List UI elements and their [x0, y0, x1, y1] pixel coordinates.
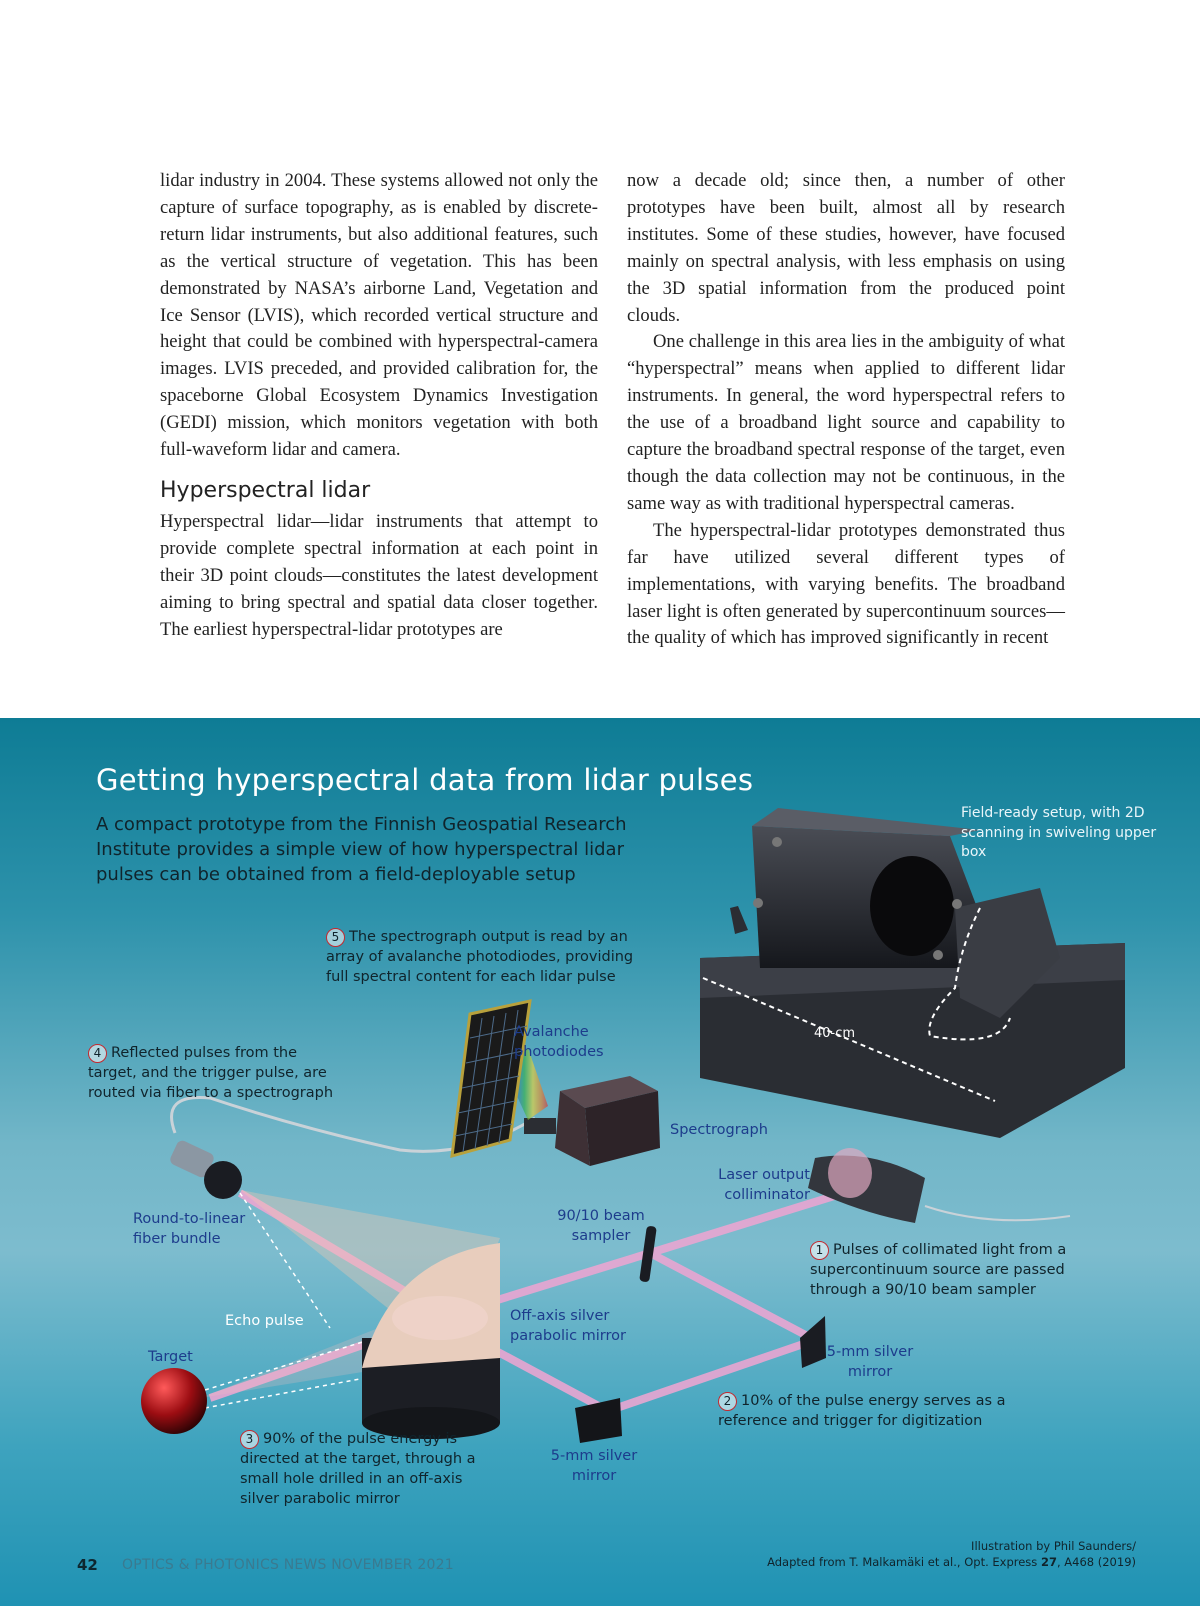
article-paragraph: Hyperspectral lidar—lidar instruments that attempt to provide complete spectral information at each point in their 3D point clouds—constitutes the latest development aiming to bring spectral and spatial data closer together. The earliest hyperspectral-lidar prototypes are — [160, 510, 598, 640]
small-mirror-icon — [800, 1316, 826, 1368]
collimator-icon — [808, 1148, 1070, 1223]
article-column-left — [160, 168, 598, 643]
label-laser-output: Laser output colliminator — [718, 1167, 810, 1203]
article-paragraph: The hyperspectral-lidar prototypes demonstrated thus far have utilized several different types of implementations, with varying benefits. The broadband laser light is often generated by supercontinuum sources—the quality of which has improved significantly in recent — [627, 519, 1065, 649]
fiber-bundle-icon — [168, 1139, 242, 1199]
figure-title: Getting hyperspectral data from lidar pulses — [96, 763, 754, 797]
section-heading: Hyperspectral lidar — [160, 477, 371, 503]
small-mirror-icon — [575, 1398, 622, 1443]
label-fiber-bundle: Round-to-linear fiber bundle — [133, 1211, 246, 1247]
dimension-label: 40-cm — [814, 1026, 856, 1041]
page-number: 42 — [77, 1556, 98, 1574]
illustration-credit — [767, 1538, 1136, 1570]
label-silver-mirror-bottom: 5-mm silver mirror — [550, 1448, 638, 1484]
article-column-right — [627, 168, 1065, 652]
article-paragraph: One challenge in this area lies in the ambiguity of what “hyperspectral” means when applied to different lidar instruments. In general, the word hyperspectral refers to the use of a broadband light source and capability to capture the broadband spectral response of the target, even though the data collection may not be continuous, in the same way as with traditional hyperspectral cameras. — [627, 331, 1065, 514]
label-target: Target — [148, 1349, 193, 1365]
step-number-badge: 5 — [326, 928, 345, 947]
credit-volume: 27 — [1040, 1555, 1057, 1569]
step-4-note — [88, 1043, 348, 1103]
step-text: Pulses of collimated light from a supercontinuum source are passed through a 90/10 beam sampler — [810, 1242, 1067, 1298]
step-text: Reflected pulses from the target, and the trigger pulse, are routed via fiber to a spectrograph — [88, 1045, 334, 1101]
magazine-footer: OPTICS & PHOTONICS NEWS NOVEMBER 2021 — [122, 1557, 454, 1573]
step-3-note — [240, 1429, 490, 1509]
credit-citation: Adapted from T. Malkamäki et al., Opt. Express — [767, 1555, 1041, 1569]
step-number-badge: 2 — [718, 1392, 737, 1411]
step-text: The spectrograph output is read by an array of avalanche photodiodes, providing full spectral content for each lidar pulse — [326, 929, 634, 985]
label-echo-pulse: Echo pulse — [225, 1313, 304, 1329]
article-paragraph: lidar industry in 2004. These systems allowed not only the capture of surface topography, as is enabled by discrete-return lidar instruments, but also additional features, such as the vertical structure of vegetation. This has been demonstrated by NASA’s airborne Land, Vegetation and Ice Sensor (LVIS), which recorded vertical structure and height that could be combined with hyperspectral-camera images. LVIS preceded, and provided calibration for, the spaceborne Global Ecosystem Dynamics Investigation (GEDI) mission, which monitors vegetation with both full-waveform lidar and camera. — [160, 170, 598, 461]
credit-line — [767, 1554, 1136, 1570]
field-note: Field-ready setup, with 2D scanning in swiveling upper box — [961, 805, 1157, 860]
figure-subtitle: A compact prototype from the Finnish Geospatial Research Institute provides a simple view of how hyperspectral lidar pulses can be obtained from a field-deployable setup — [96, 814, 627, 885]
step-1-note — [810, 1240, 1080, 1300]
label-silver-mirror-right: 5-mm silver mirror — [826, 1344, 914, 1380]
figure-panel — [0, 718, 1200, 1606]
step-text: 10% of the pulse energy serves as a reference and trigger for digitization — [718, 1393, 1006, 1429]
credit-pages: , A468 (2019) — [1056, 1555, 1136, 1569]
label-spectrograph: Spectrograph — [670, 1122, 768, 1138]
step-text: 90% of the pulse energy is directed at the target, through a small hole drilled in an off-axis silver parabolic mirror — [240, 1431, 476, 1507]
step-2-note — [718, 1391, 1018, 1431]
step-number-badge: 4 — [88, 1044, 107, 1063]
step-5-note — [326, 927, 656, 987]
label-beam-sampler: 90/10 beam sampler — [557, 1208, 645, 1244]
target-icon — [141, 1368, 207, 1434]
step-number-badge: 3 — [240, 1430, 259, 1449]
spectrograph-icon — [505, 1048, 660, 1166]
label-parabolic-mirror: Off-axis silver parabolic mirror — [510, 1308, 626, 1344]
credit-line: Illustration by Phil Saunders/ — [971, 1539, 1136, 1553]
label-avalanche-photodiodes: Avalanche photodiodes — [514, 1024, 604, 1060]
step-number-badge: 1 — [810, 1241, 829, 1260]
article-paragraph: now a decade old; since then, a number of other prototypes have been built, almost all by research institutes. Some of these studies, however, have focused mainly on spectral analysis, with less emphasis on using the 3D spatial information from the produced point clouds. — [627, 170, 1065, 326]
